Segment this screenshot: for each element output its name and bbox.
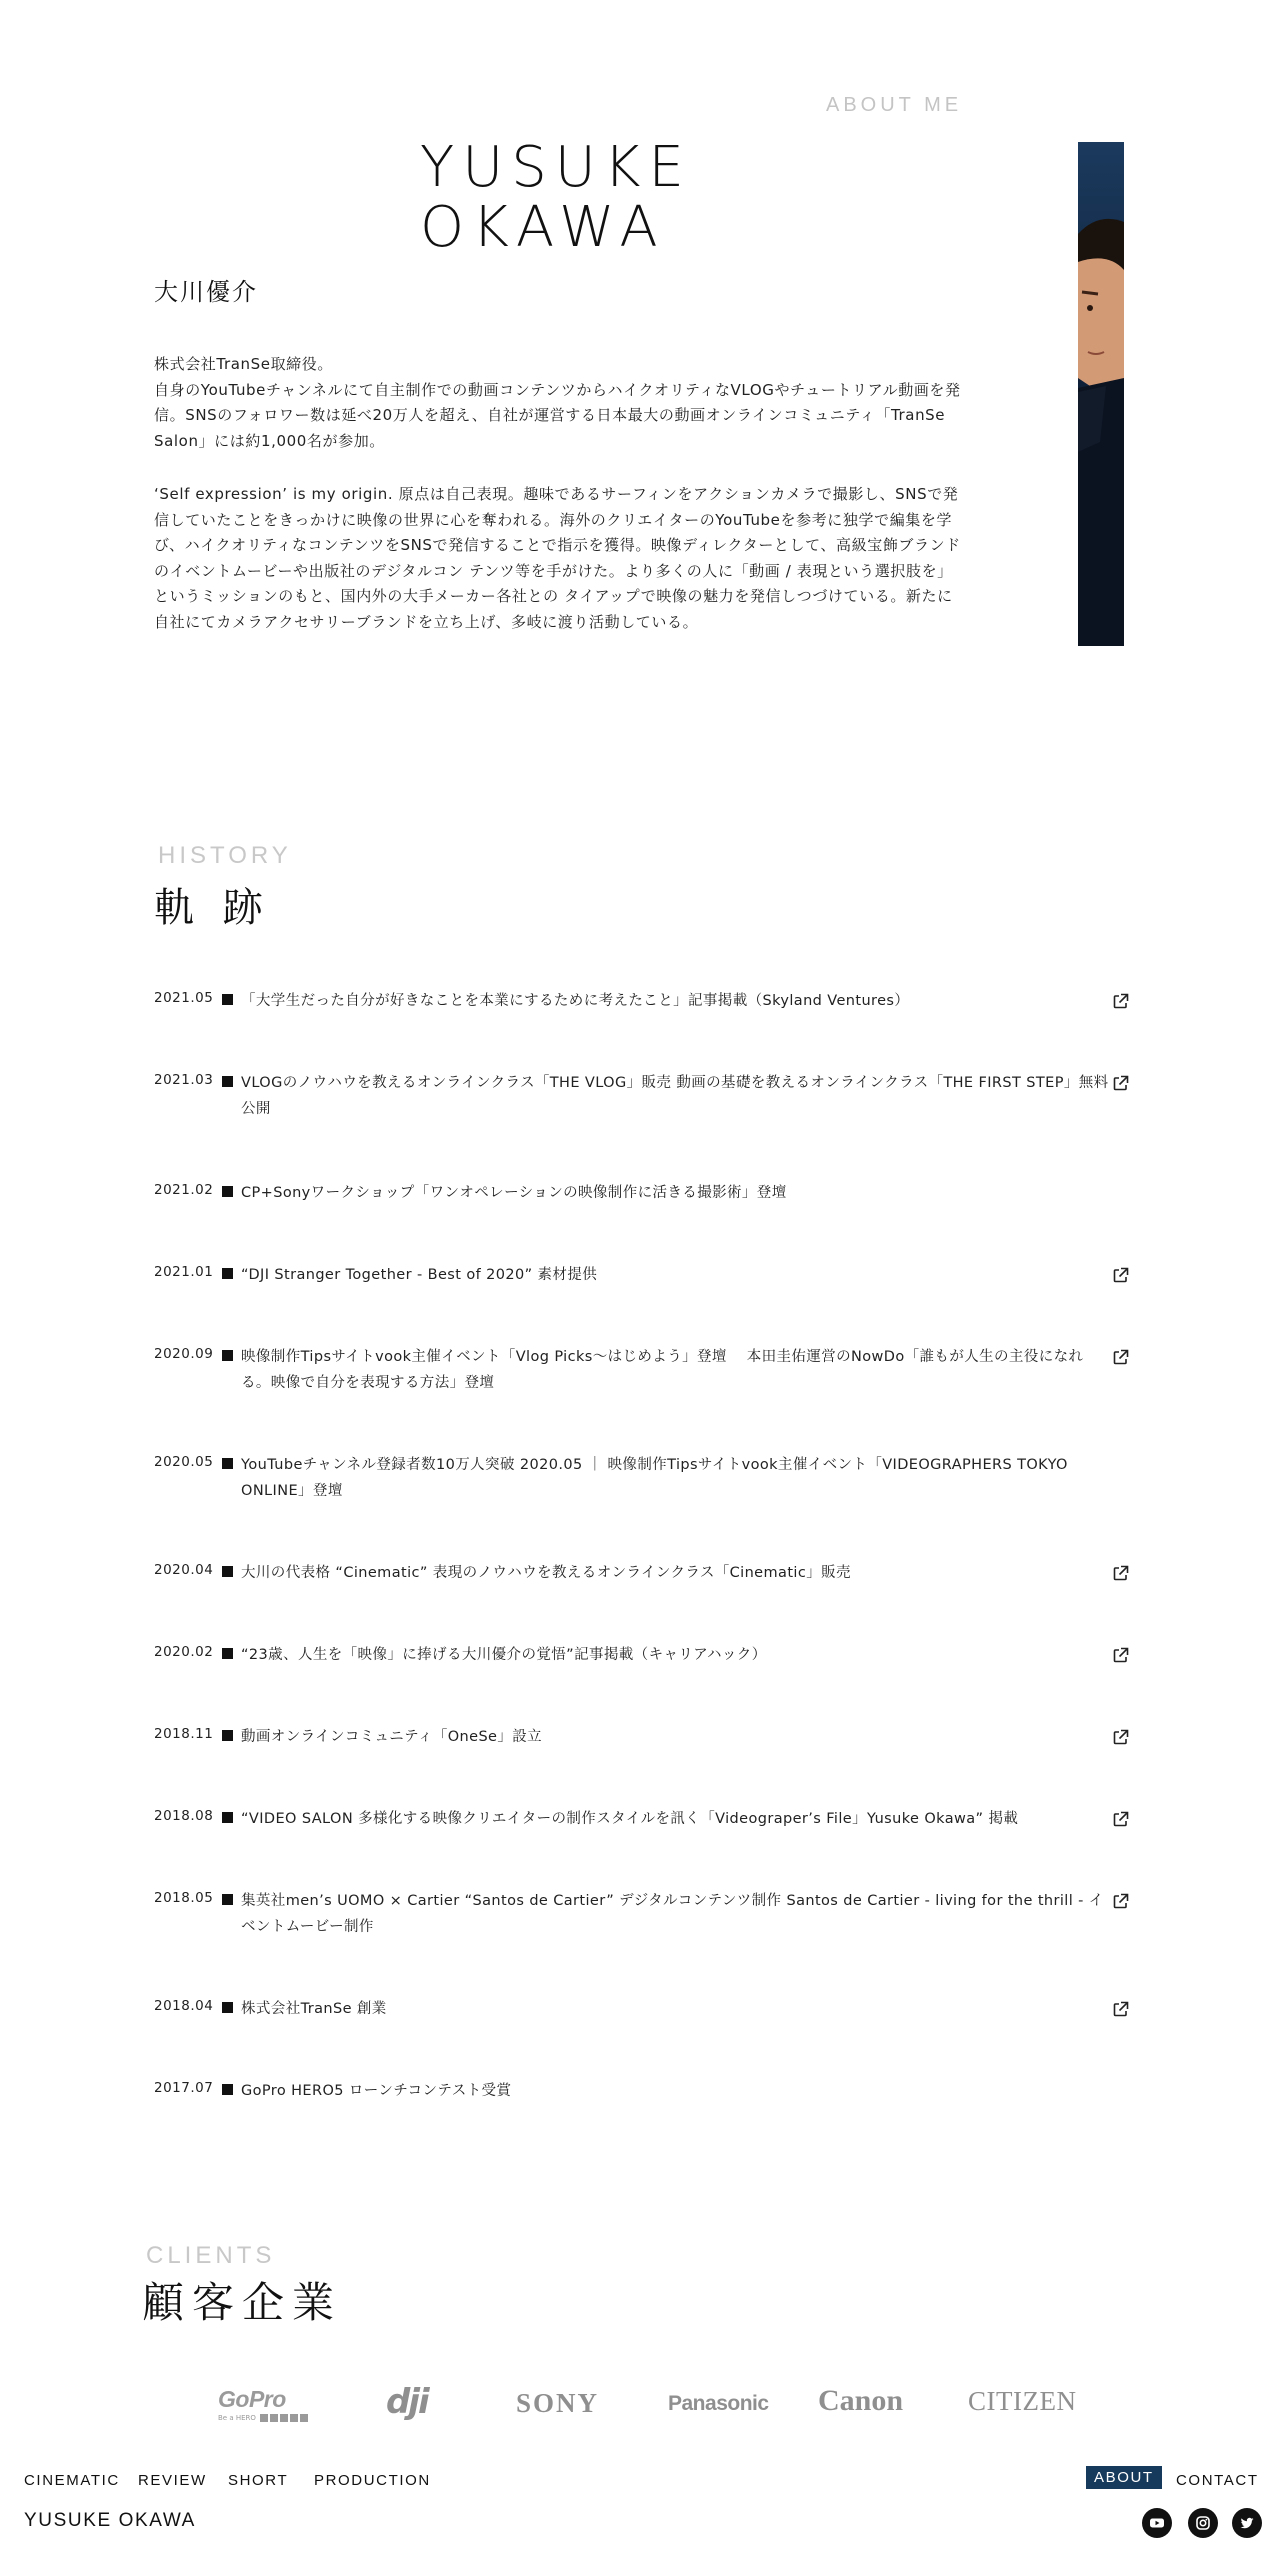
history-text: 株式会社TranSe 創業 (241, 2001, 387, 2017)
square-bullet-icon (222, 2084, 233, 2095)
history-text: YouTubeチャンネル登録者数10万人突破 2020.05 ｜ 映像制作Tipsサイトvook主催イベント「VIDEOGRAPHERS TOKYO ONLINE」登壇 (241, 1457, 1068, 1499)
profile-portrait-image (1078, 142, 1124, 646)
nav-link-short[interactable]: SHORT (228, 2472, 289, 2489)
history-text: 集英社men’s UOMO × Cartier “Santos de Cartier” デジタルコンテンツ制作 Santos de Cartier - living for the thrill - イベントムービー制作 (241, 1893, 1104, 1935)
canon-logo: Canon (818, 2384, 904, 2417)
external-link-icon[interactable] (1112, 1810, 1130, 1828)
history-date: 2018.05 (154, 1890, 214, 1906)
history-text: 大川の代表格 “Cinematic” 表現のノウハウを教えるオンラインクラス「Cinematic」販売 (241, 1565, 851, 1581)
section-title-clients: 顧客企業 (142, 2278, 343, 2327)
history-text: GoPro HERO5 ローンチコンテスト受賞 (241, 2083, 512, 2099)
bio-paragraph: 株式会社TranSe取締役。 自身のYouTubeチャンネルにて自主制作での動画コンテンツからハイクオリティなVLOGやチュートリアル動画を発信。SNSのフォロワー数は延べ20万人を超え、自社が運営する日本最大の動画オンラインコミュニティ「TranSe Salon」には約1,000名が参加。 (154, 355, 961, 450)
nav-link-review[interactable]: REVIEW (138, 2472, 207, 2489)
instagram-icon[interactable] (1188, 2508, 1218, 2538)
history-text: 映像制作Tipsサイトvook主催イベント「Vlog Picks〜はじめよう」登壇 本田圭佑運営のNowDo「誰もが人生の主役になれる。映像で自分を表現する方法」登壇 (241, 1349, 1084, 1391)
square-bullet-icon (222, 1458, 233, 1469)
bio-paragraph: ‘Self expression’ is my origin. 原点は自己表現。趣味であるサーフィンをアクションカメラで撮影し、SNSで発信していたことをきっかけに映像の世界に心を奪われる。海外のクリエイターのYouTubeを参考に独学で編集を学び、ハイクオリティなコンテンツをSNSで発信することで指示を獲得。映像ディレクターとして、高級宝飾ブランドのイベントムービーや出版社のデジタルコン テンツ等を手がけた。より多くの人に「動画 / 表現という選択肢を」 というミッションのもと、国内外の大手メーカー各社との タイアップで映像の魅力を発信しつづけている。新たに自社にてカメラアクセサリーブランドを立ち上げ、多岐に渡り活動している。 (154, 485, 961, 631)
gopro-logo-tagline: Be a HERO (218, 2414, 256, 2422)
external-link-icon[interactable] (1112, 1892, 1130, 1910)
history-date: 2017.07 (154, 2080, 214, 2096)
history-date: 2021.03 (154, 1072, 214, 1088)
external-link-icon[interactable] (1112, 1074, 1130, 1092)
dji-logo: dji (386, 2382, 428, 2422)
history-text: “DJI Stranger Together - Best of 2020” 素材提供 (241, 1267, 598, 1283)
external-link-icon[interactable] (1112, 2000, 1130, 2018)
history-date: 2020.04 (154, 1562, 214, 1578)
square-bullet-icon (222, 1186, 233, 1197)
history-text: 「大学生だった自分が好きなことを本業にするために考えたこと」記事掲載（Skyland Ventures） (241, 993, 910, 1009)
external-link-icon[interactable] (1112, 1348, 1130, 1366)
square-bullet-icon (222, 994, 233, 1005)
footer-brand-name[interactable]: YUSUKE OKAWA (24, 2510, 196, 2531)
external-link-icon[interactable] (1112, 992, 1130, 1010)
external-link-icon[interactable] (1112, 1646, 1130, 1664)
gopro-logo (218, 2386, 310, 2422)
section-label-about: ABOUT ME (826, 94, 963, 116)
square-bullet-icon (222, 1648, 233, 1659)
square-bullet-icon (222, 1268, 233, 1279)
square-bullet-icon (222, 1812, 233, 1823)
square-bullet-icon (222, 1076, 233, 1087)
square-bullet-icon (222, 1894, 233, 1905)
nav-link-contact[interactable]: CONTACT (1176, 2472, 1259, 2489)
name-line-1: YUSUKE (420, 135, 692, 200)
nav-link-cinematic[interactable]: CINEMATIC (24, 2472, 120, 2489)
square-bullet-icon (222, 2002, 233, 2013)
history-date: 2020.05 (154, 1454, 214, 1470)
history-date: 2021.02 (154, 1182, 214, 1198)
sony-logo: SONY (516, 2388, 600, 2418)
section-label-clients: CLIENTS (146, 2242, 276, 2269)
nav-link-production[interactable]: PRODUCTION (314, 2472, 431, 2489)
history-date: 2018.08 (154, 1808, 214, 1824)
name-line-2: OKAWA (420, 195, 666, 260)
youtube-icon[interactable] (1142, 2508, 1172, 2538)
external-link-icon[interactable] (1112, 1728, 1130, 1746)
square-bullet-icon (222, 1350, 233, 1361)
history-date: 2020.09 (154, 1346, 214, 1362)
history-text: 動画オンラインコミュニティ「OneSe」設立 (241, 1729, 543, 1745)
history-date: 2021.01 (154, 1264, 214, 1280)
history-date: 2018.11 (154, 1726, 214, 1742)
twitter-icon[interactable] (1232, 2508, 1262, 2538)
profile-name-english (420, 135, 720, 260)
external-link-icon[interactable] (1112, 1266, 1130, 1284)
section-label-history: HISTORY (158, 842, 292, 869)
citizen-logo: CITIZEN (968, 2386, 1077, 2416)
external-link-icon[interactable] (1112, 1564, 1130, 1582)
section-title-history: 軌 跡 (154, 885, 271, 931)
gopro-logo-wordmark: GoPro (218, 2386, 286, 2412)
history-text: “VIDEO SALON 多様化する映像クリエイターの制作スタイルを訊く「Videograper’s File」Yusuke Okawa” 掲載 (241, 1811, 1019, 1827)
history-text: CP+Sonyワークショップ「ワンオペレーションの映像制作に活きる撮影術」登壇 (241, 1185, 787, 1201)
panasonic-logo: Panasonic (668, 2392, 769, 2415)
history-date: 2018.04 (154, 1998, 214, 2014)
profile-name-japanese: 大川優介 (154, 278, 258, 306)
square-bullet-icon (222, 1730, 233, 1741)
history-date: 2021.05 (154, 990, 214, 1006)
gopro-stripes-icon (260, 2414, 310, 2422)
history-text: “23歳、人生を「映像」に捧げる大川優介の覚悟”記事掲載（キャリアハック） (241, 1647, 767, 1663)
nav-link-about[interactable]: ABOUT (1086, 2466, 1162, 2489)
square-bullet-icon (222, 1566, 233, 1577)
history-text: VLOGのノウハウを教えるオンラインクラス「THE VLOG」販売 動画の基礎を教えるオンラインクラス「THE FIRST STEP」無料公開 (241, 1075, 1109, 1117)
history-date: 2020.02 (154, 1644, 214, 1660)
